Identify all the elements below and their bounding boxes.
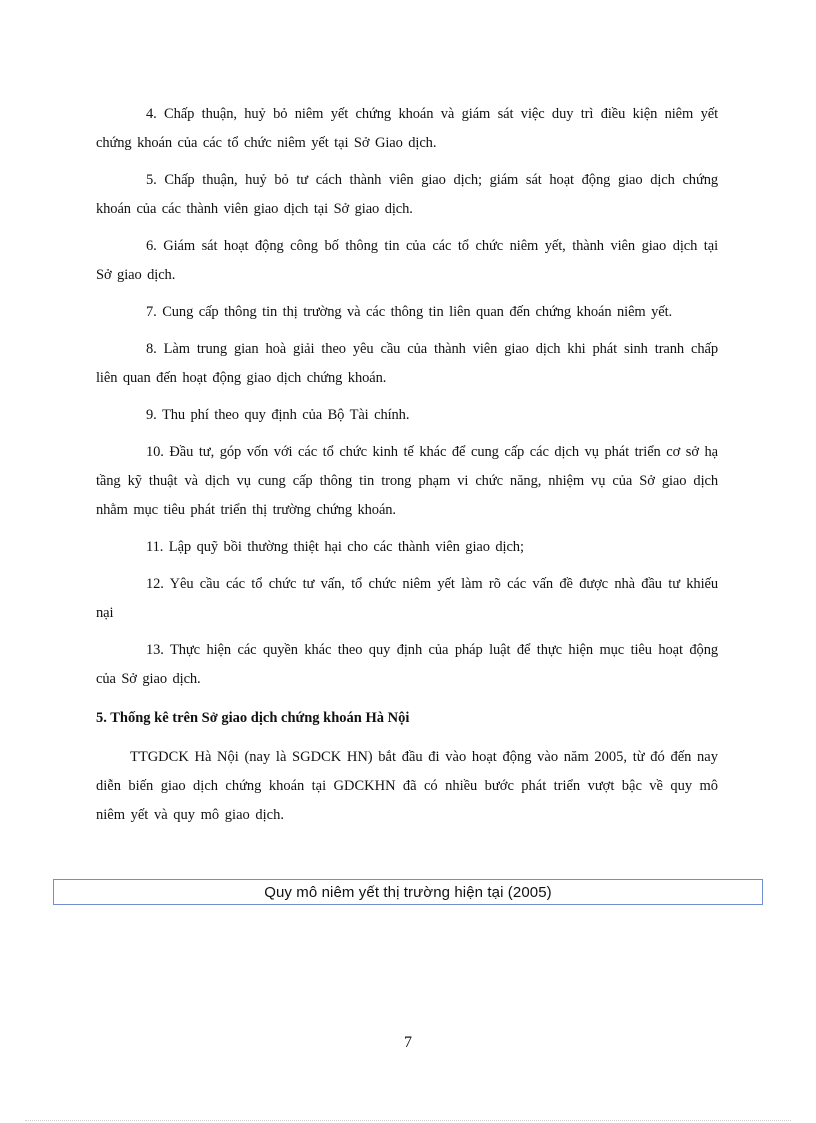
paragraph-item-8: 8. Làm trung gian hoà giải theo yêu cầu của thành viên giao dịch khi phát sinh tranh chấp liên quan đến hoạt động giao dịch chứng khoán. bbox=[96, 341, 718, 386]
table-caption: Quy mô niêm yết thị trường hiện tại (2005) bbox=[264, 883, 552, 901]
section-heading: 5. Thống kê trên Sở giao dịch chứng khoán Hà Nội bbox=[96, 710, 410, 726]
page-number: 7 bbox=[404, 1034, 412, 1051]
paragraph-item-5: 5. Chấp thuận, huỷ bỏ tư cách thành viên giao dịch; giám sát hoạt động giao dịch chứng khoán của các thành viên giao dịch tại Sở giao dịch. bbox=[96, 172, 718, 217]
page-content bbox=[96, 100, 718, 830]
paragraph-item-7: 7. Cung cấp thông tin thị trường và các thông tin liên quan đến chứng khoán niêm yết. bbox=[146, 304, 673, 320]
table-caption-box bbox=[53, 879, 763, 905]
paragraph-item-4: 4. Chấp thuận, huỷ bỏ niêm yết chứng khoán và giám sát việc duy trì điều kiện niêm yết chứng khoán của các tổ chức niêm yết tại Sở Giao dịch. bbox=[96, 106, 718, 151]
section-body: TTGDCK Hà Nội (nay là SGDCK HN) bắt đầu đi vào hoạt động vào năm 2005, từ đó đến nay diễn biến giao dịch chứng khoán tại GDCKHN đã có nhiều bước phát triển vượt bậc về quy mô niêm yết và quy mô giao dịch. bbox=[96, 749, 718, 823]
paragraph-item-11: 11. Lập quỹ bồi thường thiệt hại cho các thành viên giao dịch; bbox=[146, 539, 524, 555]
paragraph-item-6: 6. Giám sát hoạt động công bố thông tin của các tổ chức niêm yết, thành viên giao dịch tại Sở giao dịch. bbox=[96, 238, 718, 283]
paragraph-item-10: 10. Đầu tư, góp vốn với các tổ chức kinh tế khác để cung cấp các dịch vụ phát triển cơ sở hạ tầng kỹ thuật và dịch vụ cung cấp thông tin trong phạm vi chức năng, nhiệm vụ của Sở giao dịch nhằm mục tiêu phát triển thị trường chứng khoán. bbox=[96, 444, 718, 518]
page-bottom-divider bbox=[25, 1120, 791, 1121]
paragraph-item-13: 13. Thực hiện các quyền khác theo quy định của pháp luật để thực hiện mục tiêu hoạt động của Sở giao dịch. bbox=[96, 642, 718, 687]
paragraph-item-9: 9. Thu phí theo quy định của Bộ Tài chính. bbox=[146, 407, 410, 423]
paragraph-item-12: 12. Yêu cầu các tổ chức tư vấn, tổ chức niêm yết làm rõ các vấn đề được nhà đầu tư khiếu nại bbox=[96, 576, 718, 621]
